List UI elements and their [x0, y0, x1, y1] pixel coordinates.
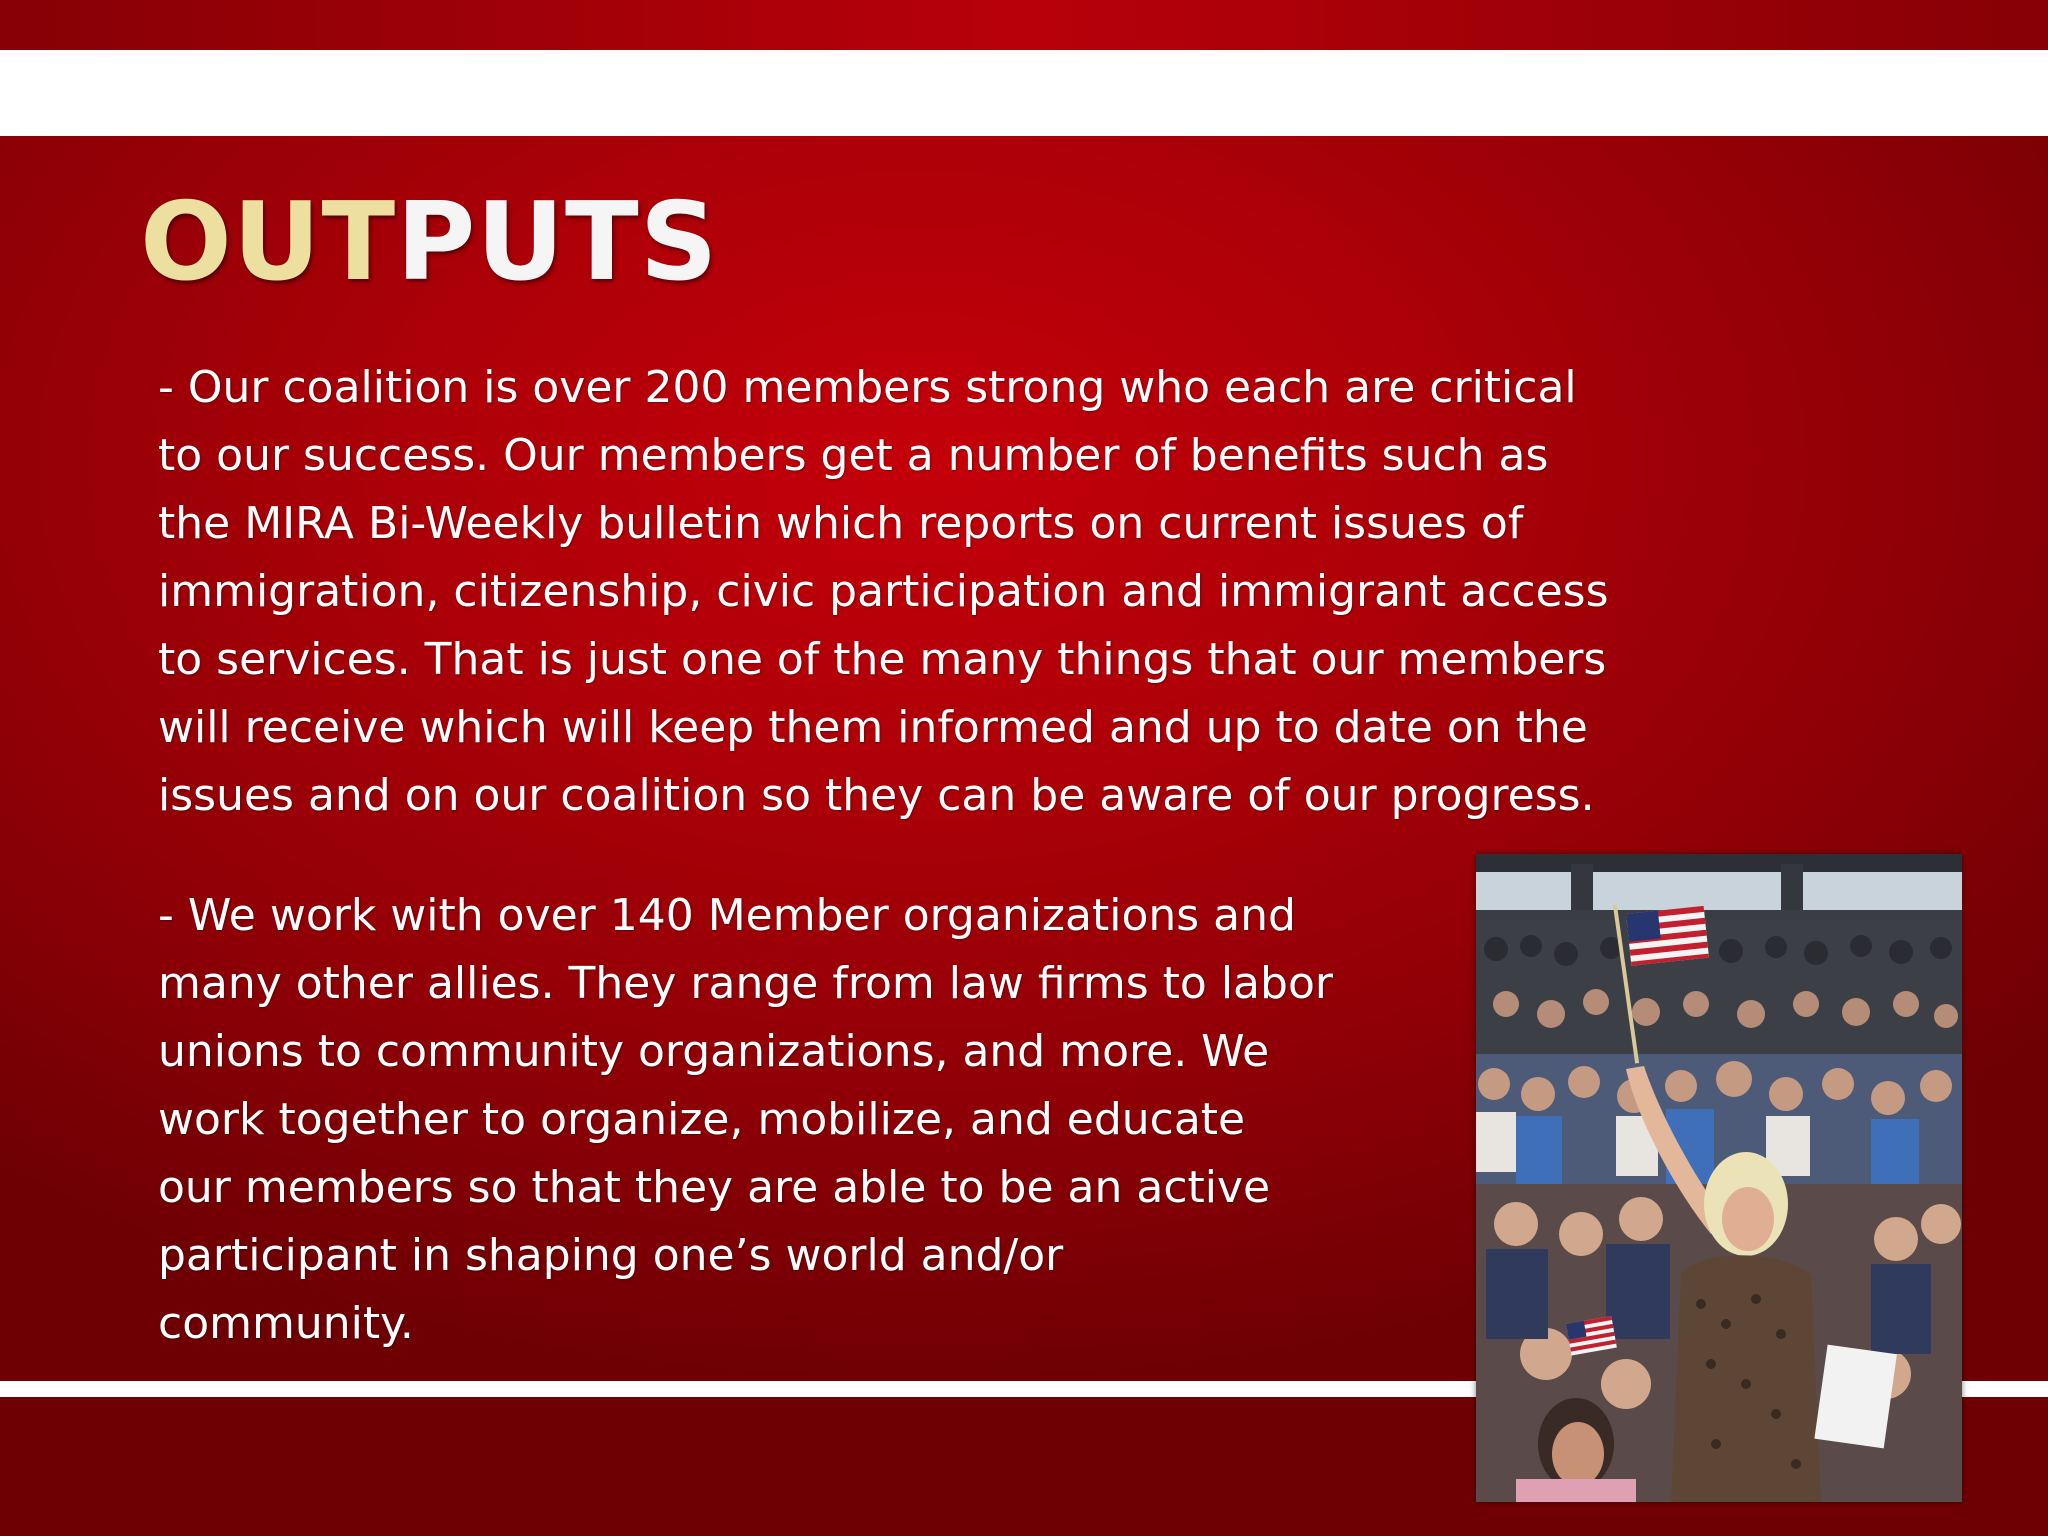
header-white-bar: [0, 50, 2048, 136]
slide-title-rest: PUTS: [396, 180, 719, 305]
citizenship-ceremony-photo: [1476, 854, 1962, 1502]
slide-title-accent: OUT: [140, 180, 397, 305]
paragraph-coalition: - Our coalition is over 200 members strong who each are critical to our success. Our members get a number of benefits such as the MIRA Bi-Weekly bulletin which reports on current issues of immigration, citizenship, civic participation and immigrant access to services. That is just one of the many things that our members will receive which will keep them informed and up to date on the issues and on our coalition so they can be aware of our progress.: [158, 362, 1609, 821]
paragraph-member-organizations: - We work with over 140 Member organizations and many other allies. They range from law firms to labor unions to community organizations, and more. We work together to organize, mobilize, and educate our members so that they are able to be an active participant in shaping one’s world and/or community.: [158, 890, 1333, 1349]
top-band: [0, 0, 2048, 50]
crowd-photo-illustration: [1476, 854, 1962, 1502]
slide-title: [140, 178, 719, 308]
